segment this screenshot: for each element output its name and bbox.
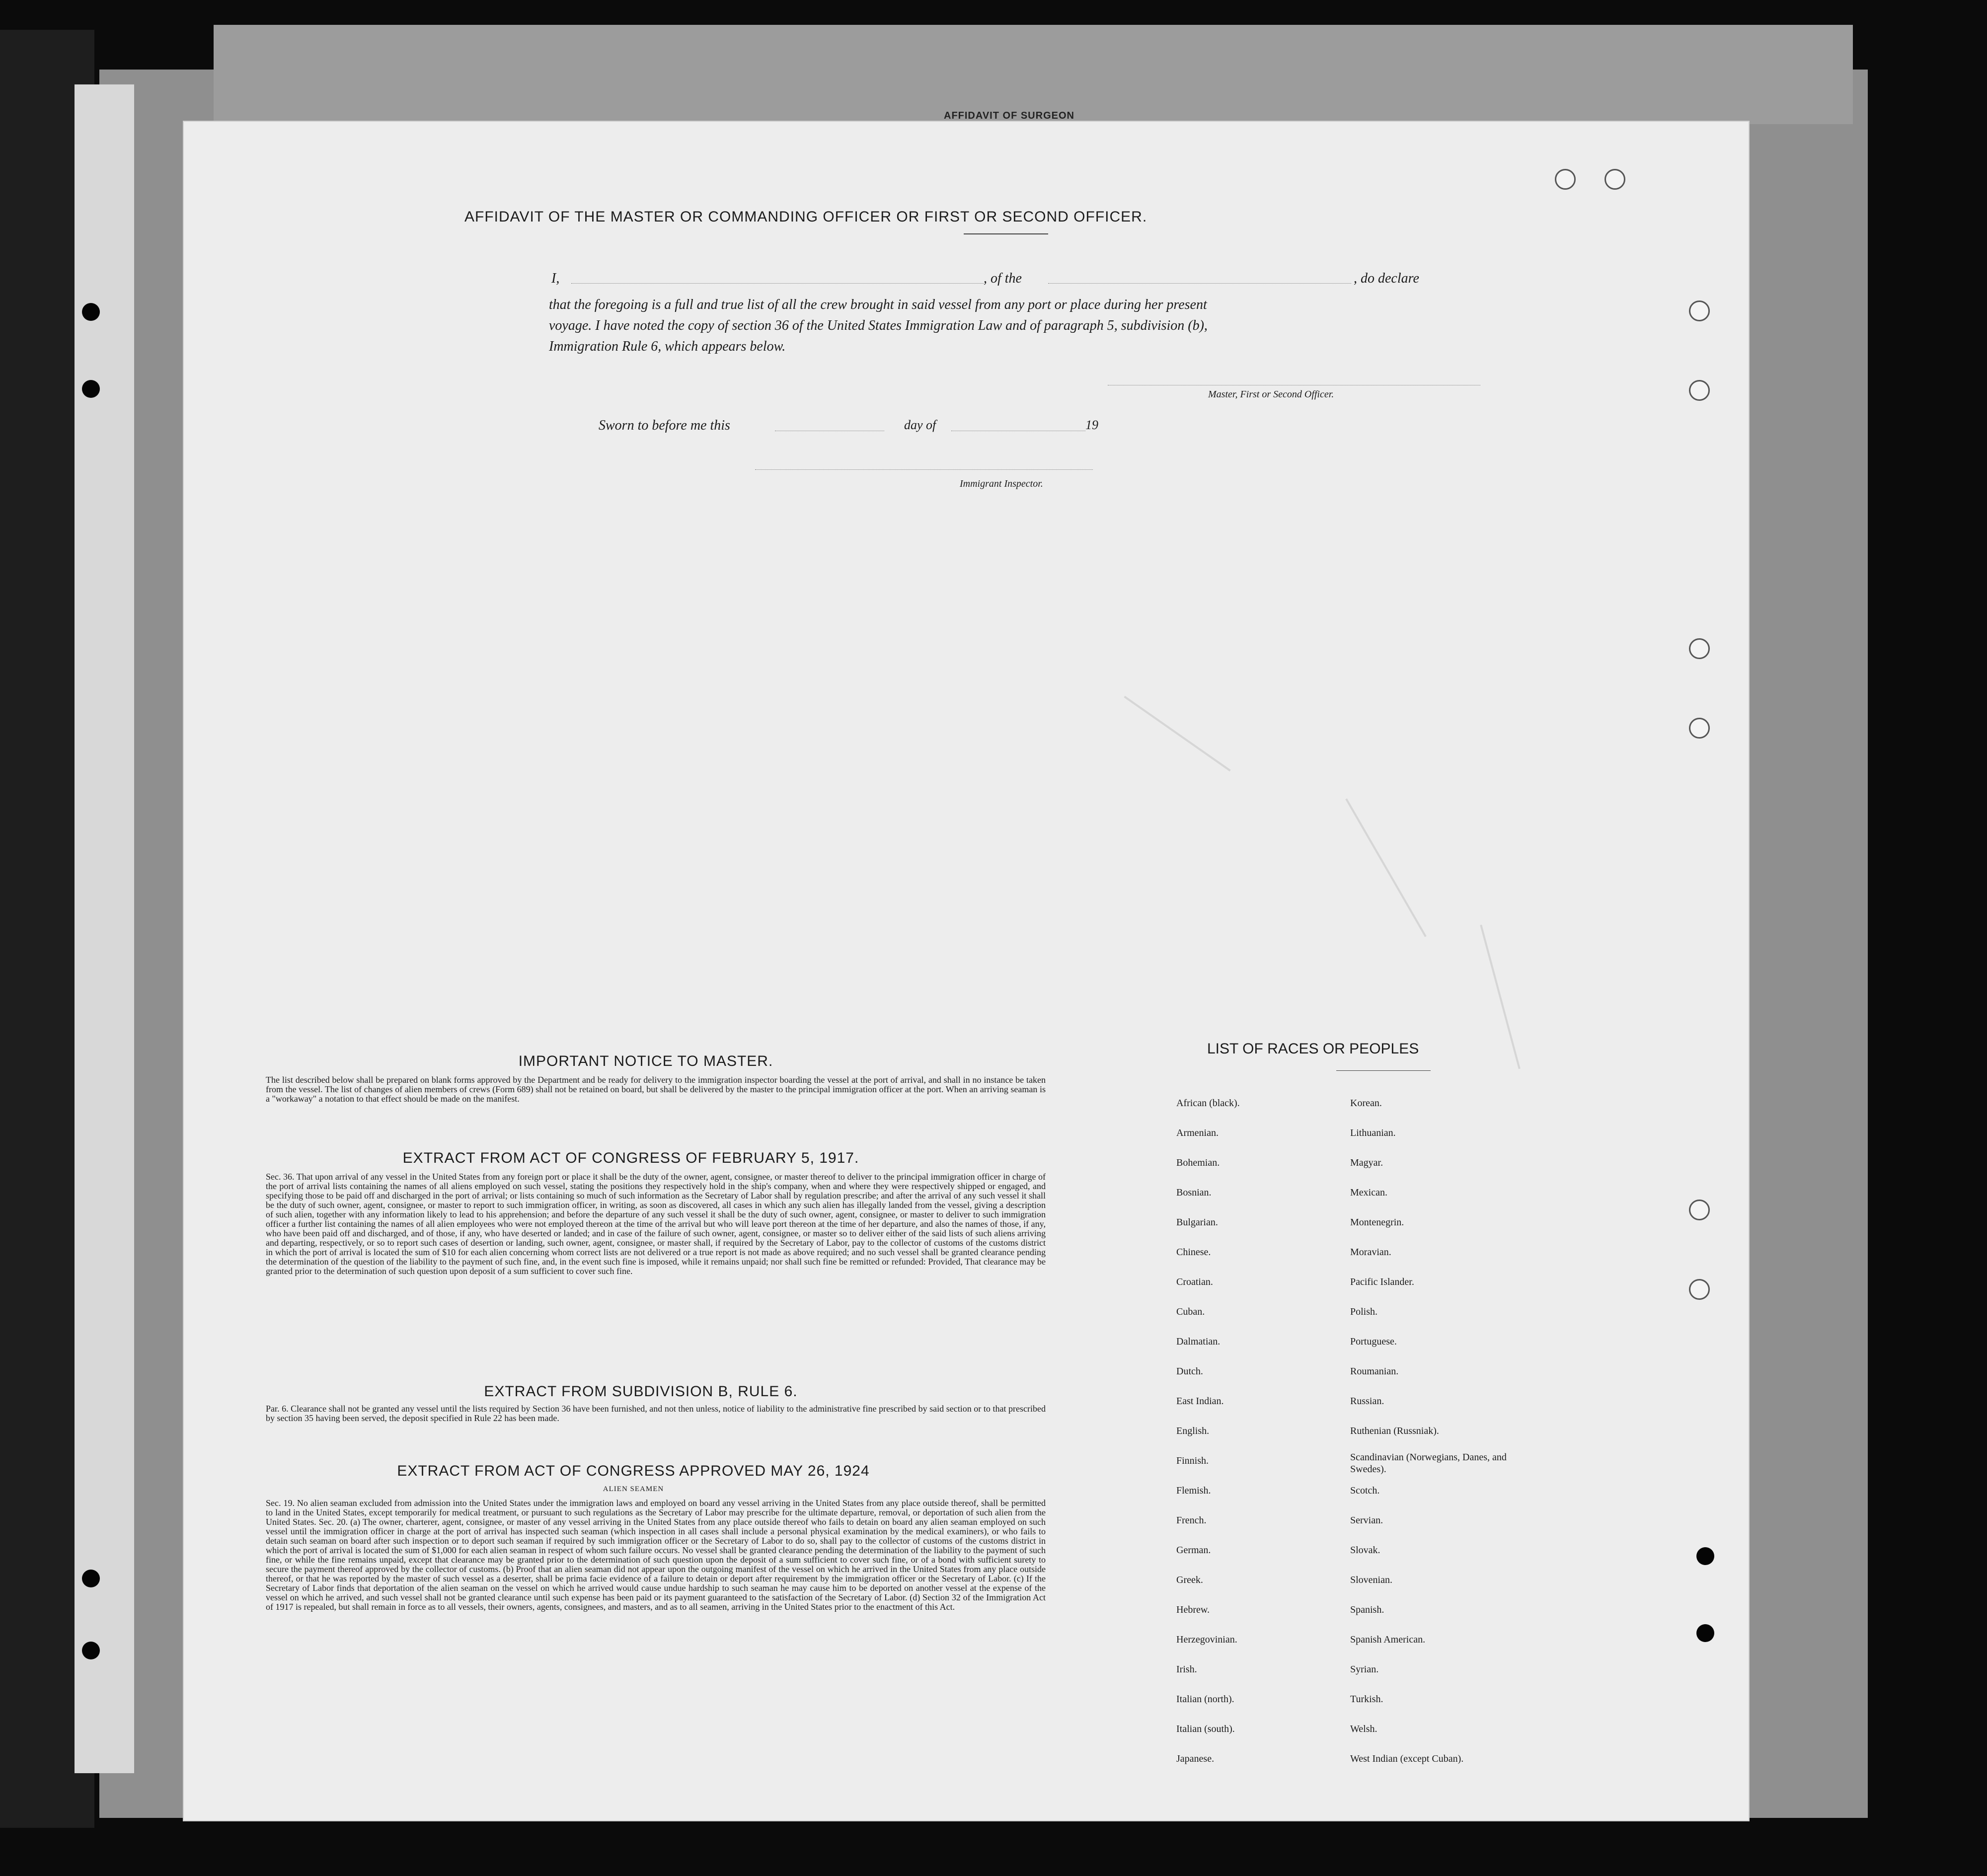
race-item: Bohemian.	[1176, 1157, 1220, 1168]
race-item: Italian (south).	[1176, 1724, 1235, 1734]
race-item: Magyar.	[1350, 1157, 1383, 1168]
race-item: Dalmatian.	[1176, 1336, 1221, 1347]
race-item: Hebrew.	[1176, 1604, 1210, 1615]
extract-1924-title: EXTRACT FROM ACT OF CONGRESS APPROVED MAY 26, 1924	[397, 1463, 870, 1479]
race-item: Armenian.	[1176, 1127, 1219, 1138]
peek-title: AFFIDAVIT OF SURGEON	[944, 110, 1074, 121]
race-item: Dutch.	[1176, 1366, 1203, 1377]
race-item: Polish.	[1350, 1306, 1378, 1317]
affidavit-do-declare: , do declare	[1354, 271, 1419, 286]
race-item: Lithuanian.	[1350, 1127, 1396, 1138]
race-item: Spanish American.	[1350, 1634, 1426, 1645]
bleed-mark	[1345, 798, 1426, 937]
punch-hole-icon	[1689, 380, 1710, 401]
extract-rule6-title: EXTRACT FROM SUBDIVISION B, RULE 6.	[484, 1383, 798, 1400]
extract-1924-subtitle: ALIEN SEAMEN	[603, 1485, 664, 1493]
race-item: Bulgarian.	[1176, 1217, 1218, 1228]
notice-text: The list described below shall be prepared on blank forms approved by the Department and be ready for delivery to the immigration inspector boarding the vessel at the port of arrival, and shall in no instance be taken from the vessel. The list of changes of alien members of crews (Form 689) shall not be retained on board, but shall be delivered by the master to the principal immigration officer at the port. When an arriving seaman is a "workaway" a notation to that effect should be made on the manifest.	[266, 1075, 1046, 1104]
binder-hole-icon	[82, 380, 100, 398]
inspector-caption: Immigrant Inspector.	[960, 478, 1043, 489]
races-rule	[1336, 1070, 1431, 1071]
extract-1917-title: EXTRACT FROM ACT OF CONGRESS OF FEBRUARY 5, 1917.	[402, 1150, 859, 1166]
race-item: Slovak.	[1350, 1545, 1380, 1556]
race-item: Scotch.	[1350, 1485, 1380, 1496]
left-paper-strip	[75, 84, 134, 1773]
bleed-mark	[1124, 696, 1230, 771]
race-item: Croatian.	[1176, 1276, 1213, 1287]
race-item: Spanish.	[1350, 1604, 1384, 1615]
race-item: Moravian.	[1350, 1247, 1391, 1258]
punch-hole-icon	[1689, 1200, 1710, 1220]
punch-hole-icon	[1696, 1547, 1714, 1565]
punch-hole-icon	[1605, 169, 1625, 190]
back-sheet-top	[214, 25, 1853, 124]
race-item: French.	[1176, 1515, 1207, 1526]
name-blank	[571, 283, 984, 284]
race-item: African (black).	[1176, 1098, 1240, 1109]
race-item: Mexican.	[1350, 1187, 1387, 1198]
signature-caption: Master, First or Second Officer.	[1208, 389, 1334, 400]
title-rule	[964, 233, 1048, 234]
race-item: Flemish.	[1176, 1485, 1211, 1496]
sworn-label: Sworn to before me this	[599, 418, 730, 433]
race-item: Roumanian.	[1350, 1366, 1399, 1377]
race-item: Pacific Islander.	[1350, 1276, 1414, 1287]
race-item: Portuguese.	[1350, 1336, 1397, 1347]
race-item: Scandinavian (Norwegians, Danes, and Swedes).	[1350, 1452, 1507, 1475]
race-item: Japanese.	[1176, 1753, 1215, 1764]
punch-hole-icon	[1555, 169, 1576, 190]
race-item: Finnish.	[1176, 1455, 1209, 1466]
extract-1917-text: Sec. 36. That upon arrival of any vessel in the United States from any foreign port or place it shall be the duty of the owner, agent, consignee, or master thereof to deliver to the principal immigration officer in charge of the port of arrival lists containing the names of all aliens employed on such vessel, stating the positions they respectively hold in the ship's company, when and where they were respectively shipped or engaged, and specifying those to be paid off and discharged in the port of arrival; or lists containing so much of such information as the Secretary of Labor shall by regulation prescribe; and after the arrival of any such vessel it shall be the duty of such owner, agent, consignee, or master to report to such immigration officer, in writing, as soon as discovered, all cases in which any such alien has illegally landed from the vessel, giving a description of such alien, together with any information likely to lead to his apprehension; and before the departure of any such vessel it shall be the duty of such owner, agent, consignee, or master to deliver to such immigration officer a further list containing the names of all alien employees who were not employed thereon at the time of the arrival but who will leave port thereon at the time of her departure, and also the names of those, if any, who have been paid off and discharged, and of those, if any, who have deserted or landed; and in case of the failure of such owner, agent, consignee, or master so to deliver either of the said lists of such aliens arriving and departing, respectively, or so to report such cases of desertion or landing, such owner, agent, consignee, or master shall, if required by the Secretary of Labor, pay to the collector of customs of the customs district in which the port of arrival is located the sum of $10 for each alien concerning whom correct lists are not delivered or a true report is not made as above required; and no such vessel shall be granted clearance pending the determination of the question of the liability to the payment of such fine, and, in the event such fine is imposed, while it remains unpaid; nor shall such fine be remitted or refunded: Provided, That clearance may be granted prior to the determination of such question upon deposit of a sum sufficient to cover such fine.	[266, 1172, 1046, 1276]
affidavit-title: AFFIDAVIT OF THE MASTER OR COMMANDING OFFICER OR FIRST OR SECOND OFFICER.	[464, 209, 1147, 225]
race-item: Bosnian.	[1176, 1187, 1212, 1198]
races-title: LIST OF RACES OR PEOPLES	[1207, 1041, 1419, 1057]
year-label: 19	[1085, 418, 1098, 432]
extract-1924-text: Sec. 19. No alien seaman excluded from admission into the United States under the immigration laws and employed on board any vessel arriving in the United States from any place outside thereof, shall be permitted to land in the United States, except temporarily for medical treatment, or pursuant to such regulations as the Secretary of Labor may prescribe for the ultimate departure, removal, or deportation of such alien from the United States. Sec. 20. (a) The owner, charterer, agent, consignee, or master of any vessel arriving in the United States from any place outside thereof who fails to detain on board any alien seaman employed on such vessel until the immigration officer in charge at the port of arrival has inspected such seaman (which inspection in all cases shall include a personal physical examination by the medical examiners), or who fails to detain such seaman on board after such inspection or to deport such seaman if required by such immigration officer or the Secretary of Labor to do so, shall pay to the collector of customs of the customs district in which the port of arrival is located the sum of $1,000 for each alien seaman in respect of whom such failure occurs. No vessel shall be granted clearance pending the determination of the liability to the payment of such fine, or while the fine remains unpaid, except that clearance may be granted prior to the determination of such question upon the deposit of a sum sufficient to cover such fine, or of a bond with sufficient surety to secure the payment thereof approved by the collector of customs. (b) Proof that an alien seaman did not appear upon the outgoing manifest of the vessel on which he arrived in the United States from any place outside thereof, or that he was reported by the master of such vessel as a deserter, shall be prima facie evidence of a failure to detain or deport after requirement by the immigration officer or the Secretary of Labor. (c) If the Secretary of Labor finds that deportation of the alien seaman on the vessel on which he arrived would cause undue hardship to such seaman he may cause him to be deported on another vessel at the expense of the vessel on which he arrived, and such vessel shall not be granted clearance until such expense has been paid or its payment guaranteed to the satisfaction of the Secretary of Labor. (d) Section 32 of the Immigration Act of 1917 is repealed, but shall remain in force as to all vessels, their owners, agents, consignees, and masters, and as to all seamen, arriving in the United States prior to the enactment of this Act.	[266, 1498, 1046, 1612]
race-item: Servian.	[1350, 1515, 1383, 1526]
race-item: Irish.	[1176, 1664, 1197, 1675]
race-item: Korean.	[1350, 1098, 1382, 1109]
affidavit-line-2: that the foregoing is a full and true list of all the crew brought in said vessel from any port or place during her present	[549, 297, 1207, 312]
binder-hole-icon	[82, 1570, 100, 1587]
race-item: East Indian.	[1176, 1396, 1224, 1407]
punch-hole-icon	[1696, 1624, 1714, 1642]
race-item: Montenegrin.	[1350, 1217, 1404, 1228]
affidavit-i-label: I,	[551, 271, 560, 286]
race-item: Russian.	[1350, 1396, 1384, 1407]
punch-hole-icon	[1689, 718, 1710, 739]
race-item: German.	[1176, 1545, 1211, 1556]
punch-hole-icon	[1689, 300, 1710, 321]
binder-hole-icon	[82, 303, 100, 321]
race-item: English.	[1176, 1426, 1210, 1436]
race-item: Slovenian.	[1350, 1575, 1392, 1585]
punch-hole-icon	[1689, 638, 1710, 659]
day-of-label: day of	[904, 418, 936, 432]
inspector-blank	[755, 469, 1093, 470]
race-item: Turkish.	[1350, 1694, 1383, 1705]
affidavit-of-the: , of the	[984, 271, 1022, 286]
race-item: Welsh.	[1350, 1724, 1377, 1734]
form-page	[184, 122, 1749, 1820]
extract-rule6-text: Par. 6. Clearance shall not be granted any vessel until the lists required by Section 36 have been furnished, and not then unless, notice of liability to the administrative fine prescribed by said section or to that prescribed by section 35 having been served, the deposit specified in Rule 22 has been made.	[266, 1404, 1046, 1423]
notice-title: IMPORTANT NOTICE TO MASTER.	[518, 1053, 773, 1069]
binder-hole-icon	[82, 1642, 100, 1659]
race-item: West Indian (except Cuban).	[1350, 1753, 1464, 1764]
race-item: Chinese.	[1176, 1247, 1211, 1258]
race-item: Italian (north).	[1176, 1694, 1234, 1705]
affidavit-line-4: Immigration Rule 6, which appears below.	[549, 339, 786, 354]
vessel-blank	[1048, 283, 1351, 284]
race-item: Herzegovinian.	[1176, 1634, 1237, 1645]
affidavit-line-3: voyage. I have noted the copy of section 36 of the United States Immigration Law and of paragraph 5, subdivision (b),	[549, 318, 1208, 333]
race-item: Cuban.	[1176, 1306, 1205, 1317]
race-item: Greek.	[1176, 1575, 1203, 1585]
race-item: Ruthenian (Russniak).	[1350, 1426, 1439, 1436]
punch-hole-icon	[1689, 1279, 1710, 1300]
race-item: Syrian.	[1350, 1664, 1379, 1675]
